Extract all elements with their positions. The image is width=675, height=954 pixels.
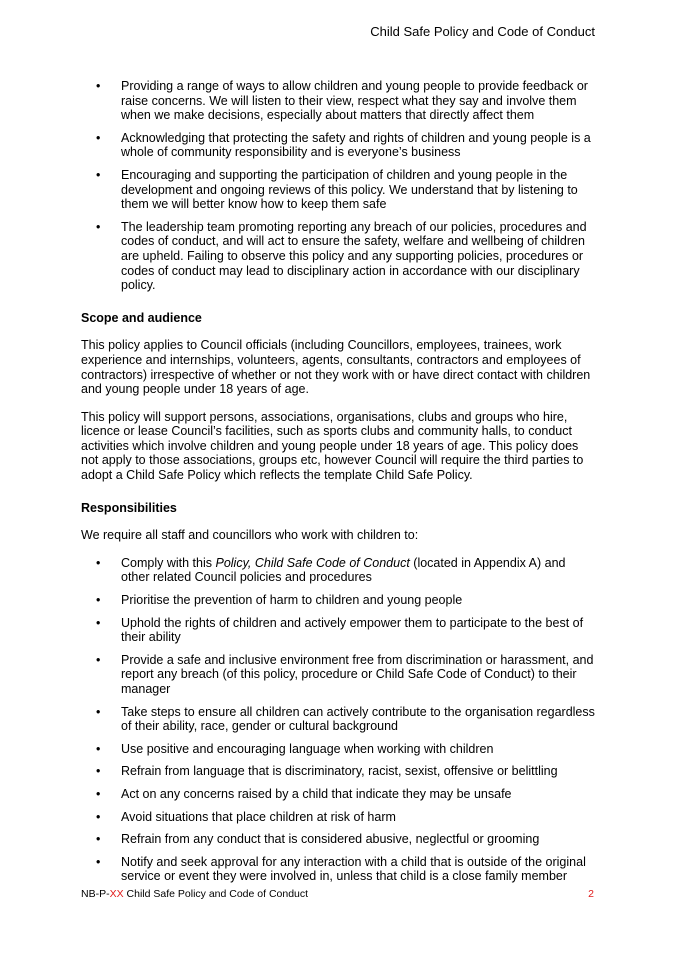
- bullet-icon: •: [96, 854, 101, 869]
- bullet-icon: •: [96, 615, 101, 630]
- section-heading-responsibilities: Responsibilities: [81, 500, 177, 515]
- list-item-text: The leadership team promoting reporting any breach of our policies, procedures and codes of conduct, and will act to ensure the safety, welfare and wellbeing of children are upheld. Failing to observe this policy and any supporting policies, procedures or codes of conduct may lead to disciplinary action in accordance with our disciplinary policy.: [121, 219, 587, 293]
- bullet-icon: •: [96, 809, 101, 824]
- footer-doc-code: XX: [109, 888, 124, 900]
- footer-doc-title: Child Safe Policy and Code of Conduct: [123, 888, 309, 900]
- section-heading-scope: Scope and audience: [81, 310, 202, 325]
- list-item: [81, 79, 596, 123]
- bullet-list-commitments: [81, 79, 596, 293]
- list-item: [81, 855, 596, 884]
- bullet-icon: •: [96, 764, 101, 779]
- list-item-text: Encouraging and supporting the participation of children and young people in the development and ongoing reviews of this policy. We understand that by listening to them we will better know how to keep them safe: [121, 167, 578, 212]
- list-item: [81, 616, 596, 645]
- list-item-text: Refrain from language that is discriminatory, racist, sexist, offensive or belittling: [121, 764, 558, 779]
- list-item: [81, 220, 596, 293]
- bullet-icon: •: [96, 832, 101, 847]
- list-item: [81, 168, 596, 212]
- scope-paragraph-1: This policy applies to Council officials (including Councillors, employees, trainees, work experience and internships, volunteers, agents, consultants, contractors and employees of contractors) irrespective of whether or not they work with or have direct contact with children and young people under 18 years of age.: [81, 338, 591, 397]
- list-item-text-italic: Policy, Child Safe Code of Conduct: [215, 555, 410, 570]
- footer-doc-prefix: NB-P-: [81, 888, 110, 900]
- page-number: 2: [588, 888, 594, 900]
- scope-paragraph-2: This policy will support persons, associations, organisations, clubs and groups who hire, licence or lease Council’s facilities, such as sports clubs and community halls, to conduct activities which involve children and young people under 18 years of age. This policy does not apply to those associations, groups etc, however Council will require the third parties to adopt a Child Safe Policy which reflects the template Child Safe Policy.: [81, 409, 584, 483]
- bullet-icon: •: [96, 555, 101, 570]
- list-item: [81, 705, 596, 734]
- bullet-list-responsibilities: [81, 556, 596, 884]
- document-body: [81, 79, 596, 892]
- list-item: [81, 832, 596, 847]
- list-item-text-suffix: (located in Appendix A) and other related Council policies and procedures: [121, 555, 566, 585]
- list-item-text: Prioritise the prevention of harm to children and young people: [121, 593, 463, 608]
- bullet-icon: •: [96, 704, 101, 719]
- list-item-text: Providing a range of ways to allow children and young people to provide feedback or raise concerns. We will listen to their view, respect what they say and involve them when we make decisions, especially about matters that directly affect them: [121, 79, 588, 123]
- bullet-icon: •: [96, 741, 101, 756]
- list-item: [81, 593, 596, 608]
- list-item: [81, 131, 596, 160]
- bullet-icon: •: [96, 219, 101, 234]
- bullet-icon: •: [96, 167, 101, 182]
- list-item-text: Uphold the rights of children and actively empower them to participate to the best of their ability: [121, 615, 584, 645]
- list-item-text: Act on any concerns raised by a child that indicate they may be unsafe: [121, 786, 512, 801]
- list-item: [81, 810, 596, 825]
- list-item-text-prefix: Comply with this: [121, 555, 216, 570]
- bullet-icon: •: [96, 652, 101, 667]
- list-item: [81, 556, 596, 585]
- page-footer: [81, 888, 594, 901]
- list-item-text: Notify and seek approval for any interaction with a child that is outside of the original service or event they were involved in, unless that child is a close family member: [121, 854, 586, 884]
- bullet-icon: •: [96, 786, 101, 801]
- list-item: [81, 787, 596, 802]
- page-header-title: Child Safe Policy and Code of Conduct: [370, 24, 595, 39]
- list-item-text: Acknowledging that protecting the safety and rights of children and young people is a whole of community responsibility and is everyone’s business: [121, 130, 591, 160]
- list-item: [81, 653, 596, 697]
- list-item: [81, 764, 596, 779]
- bullet-icon: •: [96, 79, 101, 93]
- bullet-icon: •: [96, 130, 101, 145]
- list-item: [81, 742, 596, 757]
- list-item-text: Provide a safe and inclusive environment free from discrimination or harassment, and report any breach (of this policy, procedure or Child Safe Code of Conduct) to their manager: [121, 652, 594, 696]
- list-item-text: Use positive and encouraging language when working with children: [121, 741, 494, 756]
- list-item-text: Take steps to ensure all children can actively contribute to the organisation regardless of their ability, race, gender or cultural background: [121, 704, 595, 734]
- list-item-text: Refrain from any conduct that is considered abusive, neglectful or grooming: [121, 832, 540, 847]
- list-item-text: Avoid situations that place children at risk of harm: [121, 809, 396, 824]
- responsibilities-intro: We require all staff and councillors who work with children to:: [81, 528, 419, 543]
- bullet-icon: •: [96, 593, 101, 608]
